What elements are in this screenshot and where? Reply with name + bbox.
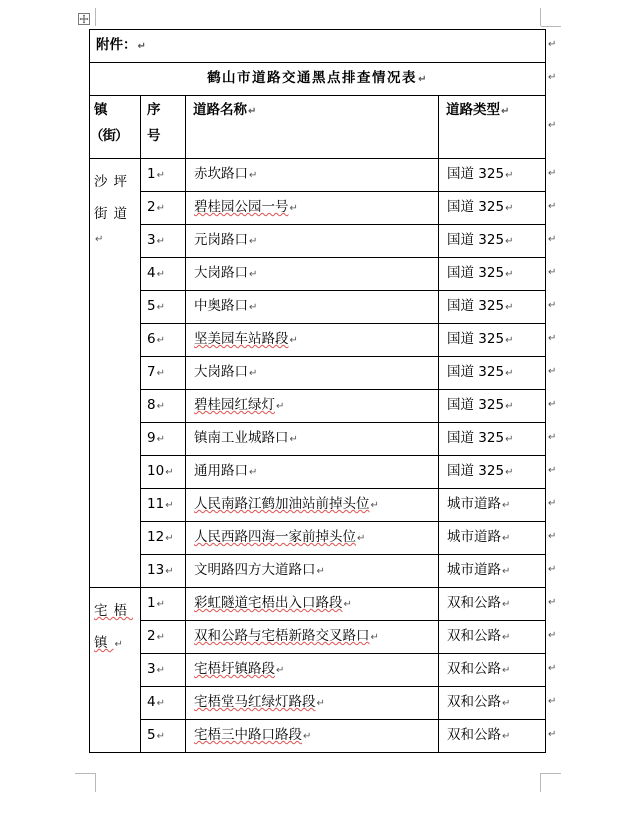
row-number-text: 11 bbox=[147, 496, 165, 512]
end-of-row-mark-icon: ↵ bbox=[548, 564, 557, 575]
row-number-text: 5 bbox=[147, 298, 156, 314]
road-blackspot-table bbox=[89, 29, 546, 753]
road-name-text: 大岗路口 bbox=[194, 364, 248, 380]
end-of-row-mark-icon: ↵ bbox=[548, 39, 557, 50]
crop-mark-top-left bbox=[95, 8, 96, 26]
crop-mark-top-right-h bbox=[541, 26, 561, 27]
road-name-text: 中奥路口 bbox=[194, 298, 248, 314]
crop-mark-top-right bbox=[540, 8, 541, 26]
row-number-text: 10 bbox=[147, 463, 165, 479]
row-number-text: 7 bbox=[147, 364, 156, 380]
road-name-text: 宅梧堂马红绿灯路段 bbox=[194, 694, 316, 710]
road-type-text: 双和公路 bbox=[447, 727, 501, 743]
road-type-text: 国道 325 bbox=[447, 397, 505, 413]
table-row: 13↵ 文明路四方大道路口↵ 城市道路↵ bbox=[90, 555, 546, 588]
table-row: 宅梧镇↵ 1↵ 彩虹隧道宅梧出入口路段↵ 双和公路↵ bbox=[90, 588, 546, 621]
road-name-text: 宅梧圩镇路段 bbox=[194, 661, 275, 677]
header-road-name bbox=[186, 96, 439, 159]
table-row: 2↵ 碧桂园公园一号↵ 国道 325↵ bbox=[90, 192, 546, 225]
table-move-handle-icon[interactable] bbox=[78, 13, 90, 25]
table-title: 鹤山市道路交通黑点排查情况表 bbox=[207, 70, 418, 86]
end-of-row-mark-icon: ↵ bbox=[548, 366, 557, 377]
end-of-row-mark-icon: ↵ bbox=[548, 696, 557, 707]
title-cell bbox=[90, 63, 546, 96]
road-name-text: 碧桂园公园一号 bbox=[194, 199, 289, 215]
road-type-text: 双和公路 bbox=[447, 661, 501, 677]
road-name-text: 碧桂园红绿灯 bbox=[194, 397, 275, 413]
road-type-text: 城市道路 bbox=[447, 529, 501, 545]
header-town-line1: 镇 bbox=[94, 102, 108, 118]
end-of-row-mark-icon: ↵ bbox=[548, 531, 557, 542]
road-name-text: 通用路口 bbox=[194, 463, 248, 479]
road-type-text: 双和公路 bbox=[447, 628, 501, 644]
town-name: 宅梧镇 bbox=[94, 603, 133, 651]
table-row bbox=[90, 159, 546, 192]
road-type-text: 国道 325 bbox=[447, 430, 505, 446]
end-of-row-mark-icon: ↵ bbox=[548, 465, 557, 476]
row-number-text: 12 bbox=[147, 529, 165, 545]
end-of-row-mark-icon: ↵ bbox=[548, 333, 557, 344]
header-town bbox=[90, 96, 141, 159]
table-row: 9↵ 镇南工业城路口↵ 国道 325↵ bbox=[90, 423, 546, 456]
row-number-text: 2 bbox=[147, 628, 156, 644]
row-number-text: 2 bbox=[147, 199, 156, 215]
paragraph-mark-icon: ↵ bbox=[95, 234, 104, 245]
paragraph-mark-icon: ↵ bbox=[418, 74, 428, 85]
road-name-text: 镇南工业城路口 bbox=[194, 430, 289, 446]
road-type-text: 国道 325 bbox=[447, 199, 505, 215]
table-row: 12↵ 人民西路四海一家前掉头位↵ 城市道路↵ bbox=[90, 522, 546, 555]
row-number-text: 8 bbox=[147, 397, 156, 413]
table-row: 4↵ 宅梧堂马红绿灯路段↵ 双和公路↵ bbox=[90, 687, 546, 720]
road-type: 国道 325↵ bbox=[439, 159, 546, 192]
table-row: 6↵ 坚美园车站路段↵ 国道 325↵ bbox=[90, 324, 546, 357]
table-row: 3↵ 元岗路口↵ 国道 325↵ bbox=[90, 225, 546, 258]
paragraph-mark-icon: ↵ bbox=[114, 639, 123, 650]
header-number bbox=[141, 96, 186, 159]
header-row bbox=[90, 96, 546, 159]
town-cell bbox=[90, 588, 141, 753]
road-name-text: 赤坎路口 bbox=[194, 166, 248, 182]
paragraph-mark-icon: ↵ bbox=[501, 106, 510, 117]
road-name: 赤坎路口↵ bbox=[186, 159, 439, 192]
road-name-text: 宅梧三中路口路段 bbox=[194, 727, 302, 743]
road-type-text: 国道 325 bbox=[447, 166, 505, 182]
row-number-text: 3 bbox=[147, 661, 156, 677]
row-number-text: 1 bbox=[147, 595, 156, 611]
header-road-name-text: 道路名称 bbox=[193, 102, 247, 118]
row-number-text: 9 bbox=[147, 430, 156, 446]
end-of-row-mark-icon: ↵ bbox=[548, 498, 557, 509]
table-row: 5↵ 宅梧三中路口路段↵ 双和公路↵ bbox=[90, 720, 546, 753]
crop-mark-bottom-left bbox=[75, 773, 96, 792]
table-row: 4↵ 大岗路口↵ 国道 325↵ bbox=[90, 258, 546, 291]
town-cell bbox=[90, 159, 141, 588]
road-name-text: 元岗路口 bbox=[194, 232, 248, 248]
road-name-text: 彩虹隧道宅梧出入口路段 bbox=[194, 595, 343, 611]
paragraph-mark-icon: ↵ bbox=[248, 106, 257, 117]
paragraph-mark-icon: ↵ bbox=[137, 41, 146, 52]
road-type-text: 城市道路 bbox=[447, 562, 501, 578]
row-number-text: 13 bbox=[147, 562, 165, 578]
road-name-text: 双和公路与宅梧新路交叉路口 bbox=[194, 628, 370, 644]
road-name-text: 文明路四方大道路口 bbox=[194, 562, 316, 578]
table-row: 3↵ 宅梧圩镇路段↵ 双和公路↵ bbox=[90, 654, 546, 687]
row-number: 1↵ bbox=[141, 159, 186, 192]
row-number-text: 1 bbox=[147, 166, 156, 182]
title-row bbox=[90, 63, 546, 96]
road-type-text: 国道 325 bbox=[447, 463, 505, 479]
end-of-row-mark-icon: ↵ bbox=[548, 630, 557, 641]
road-type-text: 双和公路 bbox=[447, 595, 501, 611]
end-of-row-mark-icon: ↵ bbox=[548, 72, 557, 83]
road-type-text: 双和公路 bbox=[447, 694, 501, 710]
table-row: 5↵ 中奥路口↵ 国道 325↵ bbox=[90, 291, 546, 324]
end-of-row-mark-icon: ↵ bbox=[548, 120, 557, 131]
table-row: 11↵ 人民南路江鹤加油站前掉头位↵ 城市道路↵ bbox=[90, 489, 546, 522]
end-of-row-mark-icon: ↵ bbox=[548, 234, 557, 245]
road-name-text: 人民南路江鹤加油站前掉头位 bbox=[194, 496, 370, 512]
table-row: 2↵ 双和公路与宅梧新路交叉路口↵ 双和公路↵ bbox=[90, 621, 546, 654]
end-of-row-mark-icon: ↵ bbox=[548, 729, 557, 740]
header-number-line1: 序 bbox=[147, 102, 161, 118]
town-name: 沙坪街道 bbox=[94, 174, 133, 222]
road-type-text: 国道 325 bbox=[447, 364, 505, 380]
end-of-row-mark-icon: ↵ bbox=[548, 399, 557, 410]
row-number-text: 4 bbox=[147, 694, 156, 710]
road-type-text: 国道 325 bbox=[447, 232, 505, 248]
attachment-label: 附件： bbox=[96, 37, 137, 53]
road-name-text: 人民西路四海一家前掉头位 bbox=[194, 529, 356, 545]
end-of-row-mark-icon: ↵ bbox=[548, 663, 557, 674]
road-name-text: 大岗路口 bbox=[194, 265, 248, 281]
road-name-text: 坚美园车站路段 bbox=[194, 331, 289, 347]
road-type-text: 国道 325 bbox=[447, 331, 505, 347]
end-of-row-mark-icon: ↵ bbox=[548, 597, 557, 608]
row-number-text: 5 bbox=[147, 727, 156, 743]
end-of-row-mark-icon: ↵ bbox=[548, 300, 557, 311]
road-type-text: 国道 325 bbox=[447, 298, 505, 314]
header-road-type bbox=[439, 96, 546, 159]
header-town-line2: （街） bbox=[90, 128, 128, 144]
road-type-text: 国道 325 bbox=[447, 265, 505, 281]
end-of-row-mark-icon: ↵ bbox=[548, 201, 557, 212]
row-number-text: 3 bbox=[147, 232, 156, 248]
table-row: 7↵ 大岗路口↵ 国道 325↵ bbox=[90, 357, 546, 390]
header-road-type-text: 道路类型 bbox=[446, 102, 500, 118]
attachment-row bbox=[90, 30, 546, 63]
crop-mark-bottom-right bbox=[540, 773, 561, 792]
end-of-row-mark-icon: ↵ bbox=[548, 267, 557, 278]
table-row: 10↵ 通用路口↵ 国道 325↵ bbox=[90, 456, 546, 489]
table-row: 8↵ 碧桂园红绿灯↵ 国道 325↵ bbox=[90, 390, 546, 423]
road-type-text: 城市道路 bbox=[447, 496, 501, 512]
attachment-cell bbox=[90, 30, 546, 63]
header-number-line2: 号 bbox=[147, 128, 161, 144]
end-of-row-mark-icon: ↵ bbox=[548, 168, 557, 179]
end-of-row-mark-icon: ↵ bbox=[548, 432, 557, 443]
row-number-text: 6 bbox=[147, 331, 156, 347]
row-number-text: 4 bbox=[147, 265, 156, 281]
